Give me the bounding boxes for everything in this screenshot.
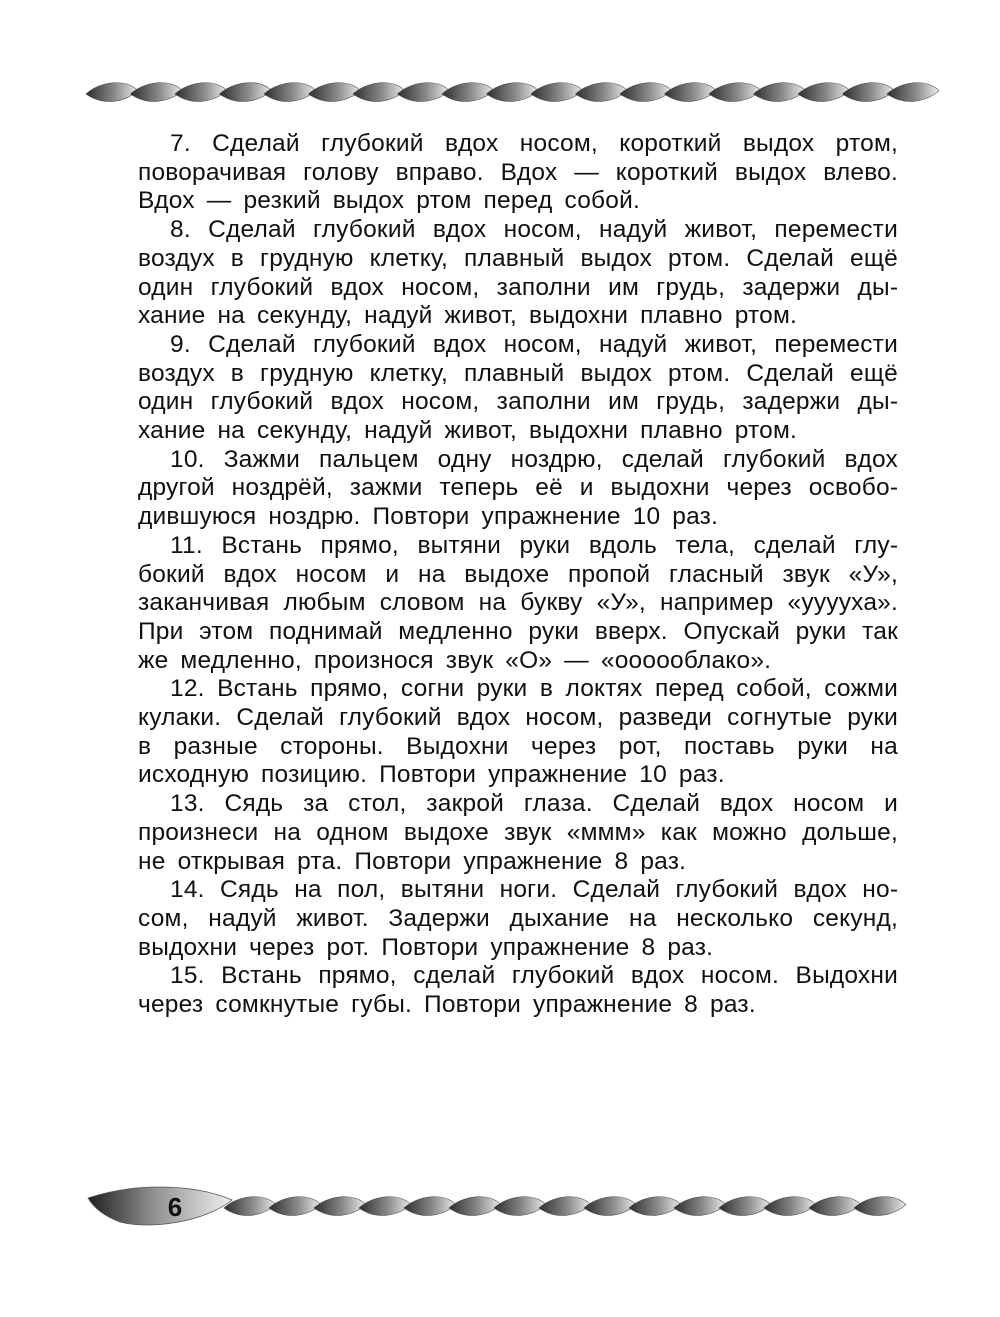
paragraph-11: 11. Встань прямо, вытяни руки вдоль тела, сделай глубокий вдох носом и на выдохе пропой гласный звук «У», заканчивая любым словом на букву «У», например «ууууха». При этом поднимай медленно руки вверх. Опускай руки так же медленно, произнося звук «О» — «оооооблако».: [138, 531, 898, 674]
leaf-icon: [131, 83, 183, 102]
leaf-icon: [86, 83, 138, 102]
paragraph-10: 10. Зажми пальцем одну ноздрю, сделай глубокий вдох другой ноздрёй, зажми теперь её и выдохни через освободившуюся ноздрю. Повтори упражнение 10 раз.: [138, 445, 898, 531]
leaf-icon: [809, 1197, 861, 1216]
paragraph-8: 8. Сделай глубокий вдох носом, надуй живот, перемести воздух в грудную клетку, плавный выдох ртом. Сделай ещё один глубокий вдох носом, заполни им грудь, задержи дыхание на секунду, надуй живот, выдохни плавно ртом.: [138, 216, 898, 330]
leaf-icon: [224, 1197, 276, 1216]
leaf-icon: [359, 1197, 411, 1216]
leaf-icon: [404, 1197, 456, 1216]
leaf-icon: [309, 83, 361, 102]
paragraph-14: 14. Сядь на пол, вытяни ноги. Сделай глубокий вдох носом, надуй живот. Задержи дыхание на несколько секунд, выдохни через рот. Повтори упражнение 8 раз.: [138, 876, 898, 961]
leaf-icon: [398, 83, 450, 102]
leaf-icon: [449, 1197, 501, 1216]
leaf-icon: [798, 83, 850, 102]
leaf-icon: [854, 1197, 906, 1216]
leaf-icon: [629, 1197, 681, 1216]
leaf-border-bottom-icon: [0, 1178, 1000, 1242]
leaf-icon: [665, 83, 717, 102]
page-number: 6: [167, 1192, 183, 1222]
paragraph-9: 9. Сделай глубокий вдох носом, надуй живот, перемести воздух в грудную клетку, плавный выдох ртом. Сделай ещё один глубокий вдох носом, заполни им грудь, задержи дыхание на секунду, надуй живот, выдохни плавно ртом.: [138, 330, 898, 445]
leaf-icon: [494, 1197, 546, 1216]
paragraph-7: 7. Сделай глубокий вдох носом, короткий выдох ртом, поворачивая голову вправо. Вдох — короткий выдох влево. Вдох — резкий выдох ртом перед собой.: [138, 130, 898, 215]
leaf-icon: [576, 83, 628, 102]
leaf-icon: [887, 83, 939, 102]
leaf-icon: [175, 83, 227, 102]
leaf-icon: [269, 1197, 321, 1216]
bottom-leaf-border: [0, 1178, 1000, 1242]
leaf-icon: [719, 1197, 771, 1216]
leaf-icon: [531, 83, 583, 102]
leaf-icon: [487, 83, 539, 102]
leaf-icon: [764, 1197, 816, 1216]
leaf-icon: [584, 1197, 636, 1216]
exercise-text: [138, 130, 898, 1020]
leaf-icon: [220, 83, 272, 102]
paragraph-13: 13. Сядь за стол, закрой глаза. Сделай вдох носом и произнеси на одном выдохе звук «ммм» как можно дольше, не открывая рта. Повтори упражнение 8 раз.: [138, 790, 898, 875]
leaf-border-top-icon: [0, 70, 1000, 110]
leaf-icon: [843, 83, 895, 102]
leaf-icon: [539, 1197, 591, 1216]
leaf-icon: [442, 83, 494, 102]
leaf-icon: [353, 83, 405, 102]
leaf-icon: [620, 83, 672, 102]
leaf-icon: [264, 83, 316, 102]
leaf-icon: [314, 1197, 366, 1216]
leaf-icon: [709, 83, 761, 102]
leaf-icon: [674, 1197, 726, 1216]
paragraph-15: 15. Встань прямо, сделай глубокий вдох носом. Выдохни через сомкнутые губы. Повтори упражнение 8 раз.: [138, 962, 898, 1019]
leaf-icon: [754, 83, 806, 102]
top-leaf-border: [0, 70, 1000, 110]
paragraph-12: 12. Встань прямо, согни руки в локтях перед собой, сожми кулаки. Сделай глубокий вдох носом, разведи согнутые руки в разные стороны. Выдохни через рот, поставь руки на исходную позицию. Повтори упражнение 10 раз.: [138, 675, 898, 789]
